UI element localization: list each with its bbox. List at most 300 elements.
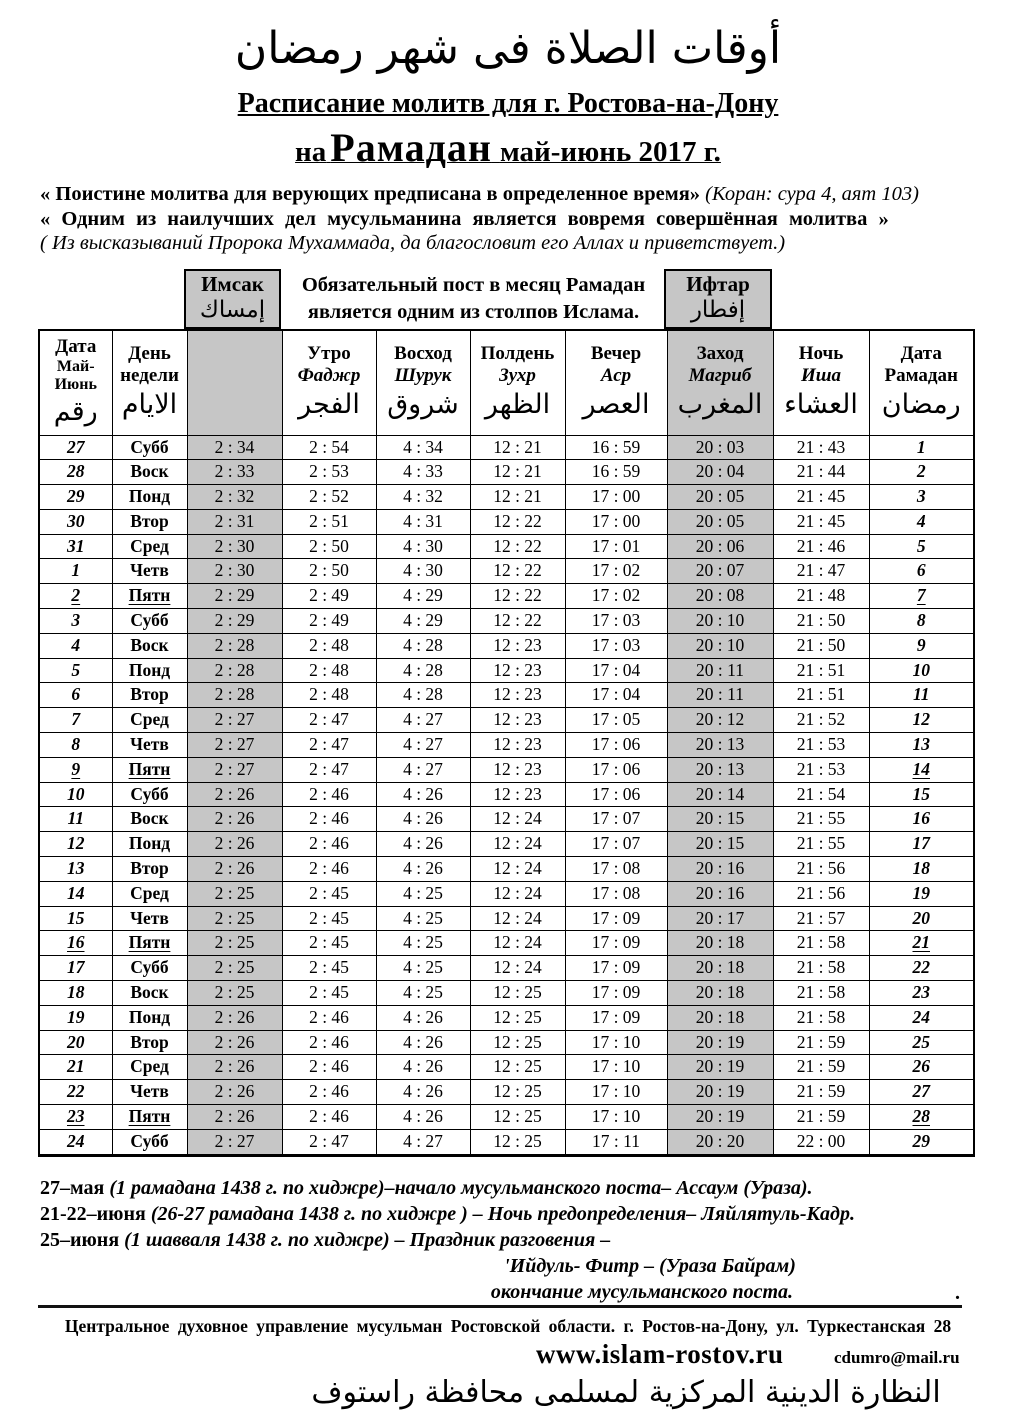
table-row [39,1005,974,1030]
cell-maghrib: 20 : 08 [667,584,773,609]
cell-fajr: 2 : 47 [282,1129,376,1155]
column-title-ru: Заход [696,342,744,364]
cell-imsak: 2 : 28 [187,633,282,658]
cell-isha: 21 : 50 [773,633,869,658]
cell-asr: 17 : 07 [565,832,667,857]
cell-isha: 21 : 53 [773,757,869,782]
cell-weekday: Воск [112,633,187,658]
cell-asr: 17 : 10 [565,1105,667,1130]
table-row [39,460,974,485]
column-header [187,330,282,436]
cell-shuruk: 4 : 30 [376,534,470,559]
cell-zuhr: 12 : 25 [470,1005,565,1030]
cell-weekday: Субб [112,435,187,460]
cell-isha: 21 : 51 [773,658,869,683]
cell-shuruk: 4 : 25 [376,931,470,956]
cell-ramadan-date: 10 [869,658,974,683]
org-address: Центральное духовное управление мусульман Ростовской области. г. Ростов-на-Дону, ул. Туркестанская 28 [64,1315,952,1336]
cell-weekday: Четв [112,906,187,931]
prayer-timetable-page [0,12,1016,1412]
cell-imsak: 2 : 31 [187,509,282,534]
prayer-table-body [39,435,974,1155]
website-url: www.islam-rostov.ru [536,1338,784,1369]
cell-ramadan-date: 17 [869,832,974,857]
cell-maghrib: 20 : 19 [667,1030,773,1055]
cell-zuhr: 12 : 25 [470,1055,565,1080]
cell-shuruk: 4 : 34 [376,435,470,460]
cell-imsak: 2 : 26 [187,832,282,857]
cell-maghrib: 20 : 03 [667,435,773,460]
cell-imsak: 2 : 25 [187,956,282,981]
cell-date: 29 [39,485,112,510]
table-row [39,683,974,708]
cell-isha: 21 : 55 [773,832,869,857]
cell-isha: 21 : 51 [773,683,869,708]
column-subtitle: Июнь [54,375,97,393]
column-subtitle: Аср [600,364,632,386]
cell-asr: 17 : 01 [565,534,667,559]
cell-zuhr: 12 : 25 [470,1129,565,1155]
cell-isha: 21 : 48 [773,584,869,609]
cell-fajr: 2 : 45 [282,981,376,1006]
cell-shuruk: 4 : 26 [376,1080,470,1105]
note-line-3 [40,1227,976,1253]
cell-ramadan-date: 12 [869,708,974,733]
table-row [39,881,974,906]
cell-maghrib: 20 : 05 [667,485,773,510]
cell-maghrib: 20 : 18 [667,981,773,1006]
cell-maghrib: 20 : 10 [667,633,773,658]
trailing-period: . [955,1281,960,1304]
cell-maghrib: 20 : 15 [667,832,773,857]
cell-zuhr: 12 : 24 [470,881,565,906]
cell-shuruk: 4 : 32 [376,485,470,510]
cell-date: 11 [39,807,112,832]
cell-weekday: Воск [112,460,187,485]
cell-weekday: Сред [112,534,187,559]
cell-isha: 21 : 45 [773,485,869,510]
cell-date: 3 [39,609,112,634]
column-title-ar: شروق [387,388,459,420]
cell-weekday: Пятн [112,931,187,956]
cell-fajr: 2 : 50 [282,534,376,559]
cell-isha: 21 : 58 [773,931,869,956]
cell-isha: 21 : 59 [773,1080,869,1105]
cell-imsak: 2 : 25 [187,906,282,931]
cell-isha: 21 : 46 [773,534,869,559]
quran-reference: (Коран: сура 4, аят 103) [705,183,919,205]
cell-asr: 17 : 00 [565,485,667,510]
cell-shuruk: 4 : 26 [376,1005,470,1030]
cell-weekday: Сред [112,708,187,733]
note-date: 21-22–июня [40,1202,146,1225]
cell-maghrib: 20 : 11 [667,658,773,683]
cell-shuruk: 4 : 25 [376,981,470,1006]
table-row [39,534,974,559]
cell-fajr: 2 : 48 [282,658,376,683]
cell-ramadan-date: 7 [869,584,974,609]
cell-imsak: 2 : 26 [187,782,282,807]
cell-ramadan-date: 11 [869,683,974,708]
cell-ramadan-date: 21 [869,931,974,956]
cell-ramadan-date: 29 [869,1129,974,1155]
table-row [39,633,974,658]
subtitle-period: май-июнь 2017 г. [499,136,721,168]
cell-isha: 21 : 54 [773,782,869,807]
note-text: (26-27 рамадана 1438 г. по хиджре ) – Ночь предопределения– Ляйлятуль-Кадр. [150,1202,855,1225]
contact-line [0,1339,1016,1373]
column-header [112,330,187,436]
table-row [39,435,974,460]
column-subtitle: недели [120,364,179,386]
cell-shuruk: 4 : 27 [376,757,470,782]
table-row [39,485,974,510]
cell-date: 2 [39,584,112,609]
cell-shuruk: 4 : 25 [376,881,470,906]
cell-fajr: 2 : 46 [282,1030,376,1055]
cell-asr: 17 : 00 [565,509,667,534]
cell-isha: 21 : 52 [773,708,869,733]
table-row [39,981,974,1006]
column-title-ru: День [128,342,171,364]
cell-imsak: 2 : 26 [187,1055,282,1080]
cell-fajr: 2 : 54 [282,435,376,460]
cell-imsak: 2 : 28 [187,658,282,683]
cell-shuruk: 4 : 28 [376,633,470,658]
cell-date: 14 [39,881,112,906]
cell-imsak: 2 : 32 [187,485,282,510]
cell-ramadan-date: 6 [869,559,974,584]
cell-isha: 21 : 55 [773,807,869,832]
cell-weekday: Пятн [112,757,187,782]
cell-asr: 17 : 06 [565,782,667,807]
cell-ramadan-date: 15 [869,782,974,807]
cell-date: 5 [39,658,112,683]
cell-fajr: 2 : 45 [282,881,376,906]
cell-shuruk: 4 : 31 [376,509,470,534]
cell-asr: 17 : 09 [565,981,667,1006]
iftar-label: Ифтар [686,271,750,296]
cell-weekday: Понд [112,485,187,510]
quote-line-3: ( Из высказываний Пророка Мухаммада, да благословит его Аллах и приветствует.) [40,232,786,254]
cell-ramadan-date: 3 [869,485,974,510]
cell-zuhr: 12 : 24 [470,832,565,857]
cell-shuruk: 4 : 26 [376,857,470,882]
cell-zuhr: 12 : 23 [470,683,565,708]
cell-maghrib: 20 : 13 [667,733,773,758]
cell-shuruk: 4 : 30 [376,559,470,584]
cell-imsak: 2 : 26 [187,1080,282,1105]
fasting-note-line2: является одним из столпов Ислама. [307,300,640,323]
cell-zuhr: 12 : 25 [470,1105,565,1130]
cell-imsak: 2 : 27 [187,733,282,758]
cell-weekday: Втор [112,509,187,534]
table-row [39,906,974,931]
table-row [39,584,974,609]
quote-line-2: « Одним из наилучших дел мусульманина является вовремя совершённая молитва » [40,207,889,230]
cell-zuhr: 12 : 23 [470,757,565,782]
cell-isha: 22 : 00 [773,1129,869,1155]
cell-date: 20 [39,1030,112,1055]
cell-ramadan-date: 13 [869,733,974,758]
subtitle-ramadan: Рамадан [330,125,492,170]
column-title-ar: الايام [121,388,178,420]
cell-ramadan-date: 25 [869,1030,974,1055]
column-subtitle: Шурук [394,364,452,386]
column-title-ru: Полдень [480,342,555,364]
cell-fajr: 2 : 47 [282,757,376,782]
cell-maghrib: 20 : 06 [667,534,773,559]
cell-fajr: 2 : 46 [282,782,376,807]
cell-zuhr: 12 : 23 [470,658,565,683]
cell-isha: 21 : 44 [773,460,869,485]
cell-weekday: Сред [112,1055,187,1080]
cell-fajr: 2 : 51 [282,509,376,534]
cell-weekday: Четв [112,1080,187,1105]
cell-date: 4 [39,633,112,658]
cell-weekday: Втор [112,857,187,882]
table-row [39,1055,974,1080]
cell-isha: 21 : 58 [773,981,869,1006]
cell-weekday: Сред [112,881,187,906]
cell-weekday: Воск [112,807,187,832]
cell-asr: 17 : 02 [565,584,667,609]
cell-shuruk: 4 : 25 [376,906,470,931]
cell-imsak: 2 : 34 [187,435,282,460]
cell-weekday: Четв [112,559,187,584]
note-line-1 [40,1175,976,1201]
page-title: Расписание молитв для г. Ростова-на-Дону [237,88,779,119]
table-row [39,807,974,832]
cell-shuruk: 4 : 26 [376,782,470,807]
cell-fajr: 2 : 45 [282,931,376,956]
note-line-5 [38,1279,962,1308]
column-title-ar: المغرب [677,388,763,420]
table-row [39,708,974,733]
cell-isha: 21 : 59 [773,1030,869,1055]
cell-maghrib: 20 : 20 [667,1129,773,1155]
table-row [39,956,974,981]
cell-ramadan-date: 1 [869,435,974,460]
quote-line-1 [40,182,976,207]
table-banner [38,269,973,329]
table-row [39,733,974,758]
cell-date: 13 [39,857,112,882]
cell-weekday: Понд [112,1005,187,1030]
cell-imsak: 2 : 29 [187,584,282,609]
cell-date: 16 [39,931,112,956]
cell-imsak: 2 : 29 [187,609,282,634]
cell-weekday: Воск [112,981,187,1006]
cell-fajr: 2 : 48 [282,633,376,658]
cell-fajr: 2 : 46 [282,1105,376,1130]
cell-ramadan-date: 22 [869,956,974,981]
cell-maghrib: 20 : 16 [667,857,773,882]
arabic-footer: النظارة الدينية المركزية لمسلمى محافظة راستوف [311,1374,941,1410]
column-header [470,330,565,436]
cell-fajr: 2 : 52 [282,485,376,510]
cell-asr: 17 : 08 [565,881,667,906]
cell-asr: 17 : 04 [565,658,667,683]
cell-zuhr: 12 : 22 [470,559,565,584]
cell-weekday: Втор [112,1030,187,1055]
cell-zuhr: 12 : 24 [470,906,565,931]
cell-maghrib: 20 : 10 [667,609,773,634]
cell-zuhr: 12 : 23 [470,633,565,658]
cell-ramadan-date: 19 [869,881,974,906]
cell-weekday: Втор [112,683,187,708]
cell-maghrib: 20 : 16 [667,881,773,906]
table-row [39,857,974,882]
column-subtitle: Иша [800,364,842,386]
note-text: окончание мусульманского поста. [490,1280,794,1303]
cell-fajr: 2 : 49 [282,584,376,609]
cell-maghrib: 20 : 04 [667,460,773,485]
column-subtitle: Магриб [688,364,752,386]
cell-date: 19 [39,1005,112,1030]
cell-isha: 21 : 43 [773,435,869,460]
cell-zuhr: 12 : 22 [470,609,565,634]
cell-asr: 16 : 59 [565,460,667,485]
cell-maghrib: 20 : 15 [667,807,773,832]
cell-zuhr: 12 : 24 [470,931,565,956]
cell-weekday: Пятн [112,1105,187,1130]
note-text: (1 шавваля 1438 г. по хиджре) – Праздник разговения – [124,1228,611,1251]
fasting-note [281,272,666,326]
cell-shuruk: 4 : 29 [376,609,470,634]
cell-asr: 17 : 10 [565,1055,667,1080]
cell-date: 21 [39,1055,112,1080]
email-address: cdumro@mail.ru [834,1347,960,1367]
cell-asr: 17 : 03 [565,609,667,634]
cell-maghrib: 20 : 18 [667,931,773,956]
cell-imsak: 2 : 25 [187,881,282,906]
cell-zuhr: 12 : 24 [470,857,565,882]
note-line-4: 'Ийдуль- Фитр – (Ураза Байрам) [504,1254,796,1277]
cell-maghrib: 20 : 05 [667,509,773,534]
cell-date: 28 [39,460,112,485]
cell-maghrib: 20 : 13 [667,757,773,782]
cell-ramadan-date: 16 [869,807,974,832]
column-title-ru: Вечер [590,342,642,364]
column-header [39,330,112,436]
column-title-ru: Дата [900,342,942,364]
cell-isha: 21 : 57 [773,906,869,931]
imsak-label-box [184,269,281,329]
cell-date: 10 [39,782,112,807]
table-row [39,931,974,956]
table-row [39,609,974,634]
cell-isha: 21 : 56 [773,881,869,906]
cell-date: 18 [39,981,112,1006]
table-row [39,509,974,534]
cell-asr: 17 : 09 [565,906,667,931]
cell-imsak: 2 : 26 [187,807,282,832]
cell-fajr: 2 : 45 [282,906,376,931]
cell-fajr: 2 : 47 [282,733,376,758]
cell-maghrib: 20 : 17 [667,906,773,931]
cell-zuhr: 12 : 21 [470,460,565,485]
column-title-ar: الظهر [484,388,551,420]
table-row [39,782,974,807]
column-title-ru: Утро [307,342,351,364]
cell-shuruk: 4 : 29 [376,584,470,609]
cell-imsak: 2 : 28 [187,683,282,708]
column-title-ar: رمضان [881,388,961,420]
cell-imsak: 2 : 30 [187,534,282,559]
cell-ramadan-date: 5 [869,534,974,559]
cell-weekday: Пятн [112,584,187,609]
cell-imsak: 2 : 30 [187,559,282,584]
cell-ramadan-date: 9 [869,633,974,658]
cell-zuhr: 12 : 25 [470,981,565,1006]
cell-imsak: 2 : 27 [187,1129,282,1155]
cell-maghrib: 20 : 14 [667,782,773,807]
column-header [667,330,773,436]
cell-date: 7 [39,708,112,733]
cell-date: 8 [39,733,112,758]
cell-imsak: 2 : 25 [187,981,282,1006]
cell-shuruk: 4 : 28 [376,658,470,683]
cell-zuhr: 12 : 25 [470,1080,565,1105]
cell-fajr: 2 : 47 [282,708,376,733]
column-header [773,330,869,436]
cell-ramadan-date: 4 [869,509,974,534]
table-row [39,658,974,683]
subtitle-prefix: на [295,136,327,168]
cell-maghrib: 20 : 19 [667,1080,773,1105]
cell-isha: 21 : 47 [773,559,869,584]
cell-asr: 17 : 06 [565,733,667,758]
cell-date: 22 [39,1080,112,1105]
cell-fajr: 2 : 50 [282,559,376,584]
cell-date: 30 [39,509,112,534]
cell-ramadan-date: 24 [869,1005,974,1030]
cell-imsak: 2 : 26 [187,857,282,882]
cell-date: 1 [39,559,112,584]
table-row [39,1030,974,1055]
cell-asr: 17 : 06 [565,757,667,782]
cell-date: 24 [39,1129,112,1155]
cell-ramadan-date: 8 [869,609,974,634]
fasting-note-line1: Обязательный пост в месяц Рамадан [301,273,646,296]
cell-zuhr: 12 : 21 [470,485,565,510]
cell-asr: 17 : 09 [565,956,667,981]
cell-date: 6 [39,683,112,708]
cell-weekday: Субб [112,956,187,981]
cell-date: 12 [39,832,112,857]
cell-ramadan-date: 27 [869,1080,974,1105]
cell-zuhr: 12 : 22 [470,534,565,559]
cell-zuhr: 12 : 25 [470,1030,565,1055]
cell-date: 17 [39,956,112,981]
cell-zuhr: 12 : 23 [470,782,565,807]
table-row [39,559,974,584]
prayer-table [38,329,975,1157]
cell-zuhr: 12 : 24 [470,807,565,832]
cell-imsak: 2 : 27 [187,757,282,782]
prayer-table-head [39,330,974,436]
cell-asr: 17 : 03 [565,633,667,658]
header-row [39,330,974,436]
cell-fajr: 2 : 46 [282,807,376,832]
cell-fajr: 2 : 46 [282,832,376,857]
cell-zuhr: 12 : 22 [470,509,565,534]
cell-shuruk: 4 : 26 [376,1105,470,1130]
cell-weekday: Понд [112,832,187,857]
page-subtitle [0,124,1016,174]
cell-fajr: 2 : 45 [282,956,376,981]
